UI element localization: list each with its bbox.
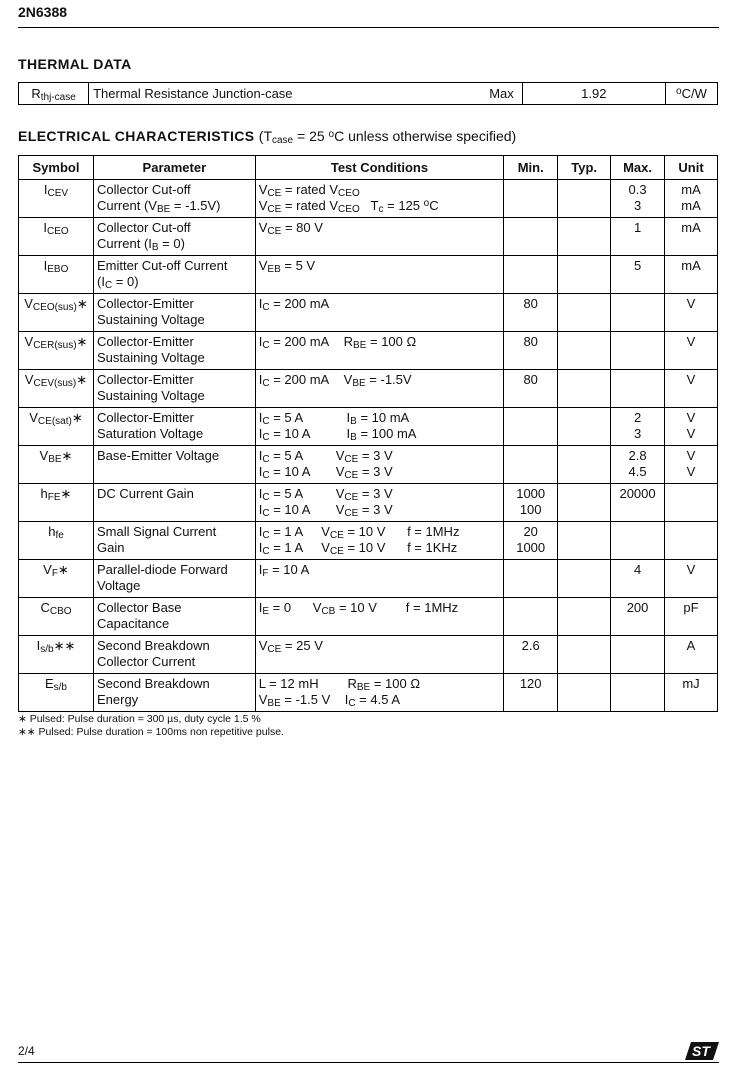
row-parameter: Collector-Emitter Sustaining Voltage <box>93 294 255 332</box>
row-test-conditions: $V_{CE} = 80$ V <box>255 218 503 256</box>
thermal-unit: $^o$C/W <box>665 83 717 105</box>
row-unit: mA mA <box>665 180 718 218</box>
row-min: 80 <box>504 332 558 370</box>
row-min: 2.6 <box>504 636 558 674</box>
row-min: 80 <box>504 294 558 332</box>
row-typ <box>558 370 611 408</box>
row-symbol: $h_{fe}$ <box>19 522 94 560</box>
st-logo-icon <box>685 1041 719 1061</box>
row-symbol: $E_{s/b}$ <box>19 674 94 712</box>
table-row <box>19 522 718 560</box>
row-unit: V V <box>665 408 718 446</box>
row-parameter: Collector Cut-off Current $(V_{BE} = -1.5V)$ <box>93 180 255 218</box>
row-parameter: Second Breakdown Collector Current <box>93 636 255 674</box>
row-max: 5 <box>611 256 665 294</box>
col-symbol: Symbol <box>19 156 94 180</box>
row-max: 200 <box>611 598 665 636</box>
row-test-conditions: $I_C = 200$ mA $V_{BE} = -1.5V$ <box>255 370 503 408</box>
row-max: 2 3 <box>611 408 665 446</box>
part-number: 2N6388 <box>18 4 68 20</box>
thermal-value: 1.92 <box>522 83 665 105</box>
row-unit <box>665 522 718 560</box>
row-test-conditions: $I_C = 5$ A $V_{CE} = 3$ V $I_C = 10$ A $V_{CE} = 3$ V <box>255 484 503 522</box>
table-row <box>19 332 718 370</box>
row-typ <box>558 332 611 370</box>
row-unit: V <box>665 370 718 408</box>
row-test-conditions: L = 12 mH $R_{BE} = 100$ Ω $V_{BE} = -1.5$ V $I_C = 4.5$ A <box>255 674 503 712</box>
row-symbol: $V_{CEV(sus)}∗$ <box>19 370 94 408</box>
col-test-conditions: Test Conditions <box>255 156 503 180</box>
row-typ <box>558 218 611 256</box>
row-symbol: $V_{CEO(sus)}∗$ <box>19 294 94 332</box>
row-test-conditions: $I_F = 10$ A <box>255 560 503 598</box>
row-parameter: Collector Base Capacitance <box>93 598 255 636</box>
svg-text:ST: ST <box>692 1043 710 1059</box>
table-row <box>19 560 718 598</box>
thermal-limit: Max <box>420 83 522 105</box>
row-symbol: $C_{CBO}$ <box>19 598 94 636</box>
row-symbol: $h_{FE}∗$ <box>19 484 94 522</box>
row-unit: V <box>665 294 718 332</box>
row-max <box>611 674 665 712</box>
row-symbol: $V_{CE(sat)}∗$ <box>19 408 94 446</box>
col-typ: Typ. <box>558 156 611 180</box>
row-parameter: Collector-Emitter Sustaining Voltage <box>93 332 255 370</box>
row-parameter: Parallel-diode Forward Voltage <box>93 560 255 598</box>
row-min <box>504 446 558 484</box>
row-test-conditions: $I_C = 200$ mA <box>255 294 503 332</box>
row-max <box>611 636 665 674</box>
row-test-conditions: $V_{CE} = 25$ V <box>255 636 503 674</box>
row-min: 1000 100 <box>504 484 558 522</box>
row-min: 80 <box>504 370 558 408</box>
row-typ <box>558 560 611 598</box>
footer-rule <box>18 1062 719 1063</box>
row-min: 20 1000 <box>504 522 558 560</box>
row-typ <box>558 180 611 218</box>
row-symbol: $I_{s/b}∗∗$ <box>19 636 94 674</box>
thermal-parameter: Thermal Resistance Junction-case <box>89 83 421 105</box>
row-typ <box>558 522 611 560</box>
row-symbol: $V_{BE}∗$ <box>19 446 94 484</box>
row-parameter: Small Signal Current Gain <box>93 522 255 560</box>
row-unit <box>665 484 718 522</box>
row-symbol: $I_{EBO}$ <box>19 256 94 294</box>
row-typ <box>558 598 611 636</box>
row-test-conditions: $I_C = 5$ A $V_{CE} = 3$ V $I_C = 10$ A $V_{CE} = 3$ V <box>255 446 503 484</box>
electrical-table <box>18 155 718 712</box>
row-unit: mJ <box>665 674 718 712</box>
thermal-data-title: THERMAL DATA <box>18 56 132 72</box>
col-parameter: Parameter <box>93 156 255 180</box>
row-min <box>504 560 558 598</box>
row-max: 2.8 4.5 <box>611 446 665 484</box>
row-parameter: Second Breakdown Energy <box>93 674 255 712</box>
row-parameter: Base-Emitter Voltage <box>93 446 255 484</box>
row-unit: A <box>665 636 718 674</box>
row-symbol: $I_{CEO}$ <box>19 218 94 256</box>
row-max: 4 <box>611 560 665 598</box>
row-min: 120 <box>504 674 558 712</box>
table-row <box>19 484 718 522</box>
row-max <box>611 370 665 408</box>
row-max <box>611 522 665 560</box>
table-header-row <box>19 156 718 180</box>
row-min <box>504 218 558 256</box>
row-max: 0.3 3 <box>611 180 665 218</box>
row-min <box>504 180 558 218</box>
row-typ <box>558 446 611 484</box>
row-unit: V V <box>665 446 718 484</box>
col-min: Min. <box>504 156 558 180</box>
thermal-table <box>18 82 718 105</box>
table-row <box>19 598 718 636</box>
row-max <box>611 294 665 332</box>
row-parameter: DC Current Gain <box>93 484 255 522</box>
row-typ <box>558 256 611 294</box>
electrical-characteristics-title: ELECTRICAL CHARACTERISTICS ($T_{case} = 25$ $^o$C unless otherwise specified) <box>18 128 517 146</box>
test-condition-note: ($T_{case} = 25$ $^o$C unless otherwise specified) <box>258 128 517 146</box>
row-unit: mA <box>665 218 718 256</box>
footnotes <box>18 713 284 739</box>
row-typ <box>558 408 611 446</box>
electrical-table-body <box>19 180 718 712</box>
thermal-symbol: $R_{thj-case}$ <box>19 83 89 105</box>
thermal-row <box>19 83 718 105</box>
row-parameter: Collector-Emitter Sustaining Voltage <box>93 370 255 408</box>
row-symbol: $I_{CEV}$ <box>19 180 94 218</box>
footnote-1: ∗ Pulsed: Pulse duration = 300 µs, duty cycle 1.5 % <box>18 713 261 725</box>
col-unit: Unit <box>665 156 718 180</box>
row-max <box>611 332 665 370</box>
row-test-conditions: $I_C = 1$ A $V_{CE} = 10$ V f = 1MHz $I_C = 1$ A $V_{CE} = 10$ V f = 1KHz <box>255 522 503 560</box>
row-unit: V <box>665 332 718 370</box>
row-unit: V <box>665 560 718 598</box>
row-typ <box>558 294 611 332</box>
col-max: Max. <box>611 156 665 180</box>
table-row <box>19 674 718 712</box>
row-max: 1 <box>611 218 665 256</box>
table-row <box>19 370 718 408</box>
table-row <box>19 180 718 218</box>
row-min <box>504 256 558 294</box>
table-row <box>19 408 718 446</box>
table-row <box>19 636 718 674</box>
row-typ <box>558 484 611 522</box>
row-parameter: Collector Cut-off Current $(I_B = 0)$ <box>93 218 255 256</box>
row-unit: mA <box>665 256 718 294</box>
row-unit: pF <box>665 598 718 636</box>
row-test-conditions: $I_C = 5$ A $I_B = 10$ mA $I_C = 10$ A $I_B = 100$ mA <box>255 408 503 446</box>
row-min <box>504 598 558 636</box>
page-number: 2/4 <box>18 1044 35 1058</box>
row-typ <box>558 674 611 712</box>
table-row <box>19 446 718 484</box>
row-test-conditions: $V_{CE}$ = rated $V_{CEO}$ $V_{CE}$ = rated $V_{CEO}$ $T_c = 125$ $^o$C <box>255 180 503 218</box>
table-row <box>19 294 718 332</box>
row-min <box>504 408 558 446</box>
row-parameter: Collector-Emitter Saturation Voltage <box>93 408 255 446</box>
row-test-conditions: $I_E = 0$ $V_{CB} = 10$ V f = 1MHz <box>255 598 503 636</box>
row-symbol: $V_F∗$ <box>19 560 94 598</box>
row-max: 20000 <box>611 484 665 522</box>
table-row <box>19 218 718 256</box>
footnote-2: ∗∗ Pulsed: Pulse duration = 100ms non repetitive pulse. <box>18 726 284 738</box>
row-symbol: $V_{CER(sus)}∗$ <box>19 332 94 370</box>
row-typ <box>558 636 611 674</box>
row-parameter: Emitter Cut-off Current $(I_C = 0)$ <box>93 256 255 294</box>
table-row <box>19 256 718 294</box>
header-rule <box>18 27 719 28</box>
row-test-conditions: $I_C = 200$ mA $R_{BE} = 100$ Ω <box>255 332 503 370</box>
row-test-conditions: $V_{EB} = 5$ V <box>255 256 503 294</box>
